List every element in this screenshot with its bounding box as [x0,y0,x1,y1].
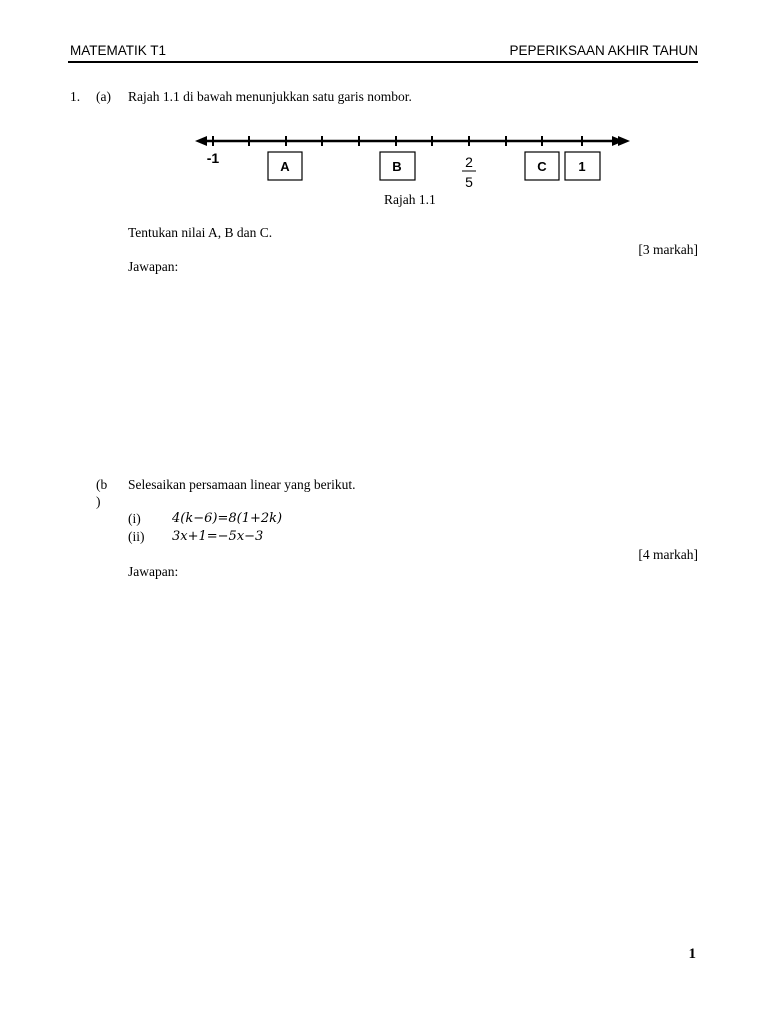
part-a-intro: Rajah 1.1 di bawah menunjukkan satu garis nombor. [128,89,412,104]
part-b-label-top: (b [96,477,108,492]
part-b-i-equation: 4(k−6)=8(1+2k) [172,511,283,526]
part-a-marks: [3 markah] [638,242,698,257]
fraction-denominator: 5 [465,174,473,190]
box-a-label: A [280,159,290,174]
part-a-answer-label: Jawapan: [128,259,179,274]
question-number: 1. [70,89,81,104]
header-exam-title: PEPERIKSAAN AKHIR TAHUN [509,43,698,58]
box-one-label: 1 [578,159,586,174]
part-b-label-bottom: ) [96,494,101,509]
part-b-intro: Selesaikan persamaan linear yang berikut. [128,477,356,492]
box-c-label: C [537,159,547,174]
figure-caption: Rajah 1.1 [384,192,436,207]
header-subject: MATEMATIK T1 [70,43,167,58]
number-line-diagram [0,125,768,195]
page-number: 1 [688,946,696,962]
part-b-ii-equation: 3x+1=−5x−3 [172,529,264,544]
header-rule [68,61,698,63]
part-a-label: (a) [96,89,111,104]
part-b-i-label: (i) [128,511,141,526]
left-arrow-head [195,136,207,146]
part-b-marks: [4 markah] [638,547,698,562]
part-b-answer-label: Jawapan: [128,564,179,579]
fraction-numerator: 2 [465,154,473,170]
part-a-task: Tentukan nilai A, B dan C. [128,225,273,240]
box-b-label: B [392,159,402,174]
part-b-ii-label: (ii) [128,529,145,544]
label-minus-one: -1 [206,150,220,166]
